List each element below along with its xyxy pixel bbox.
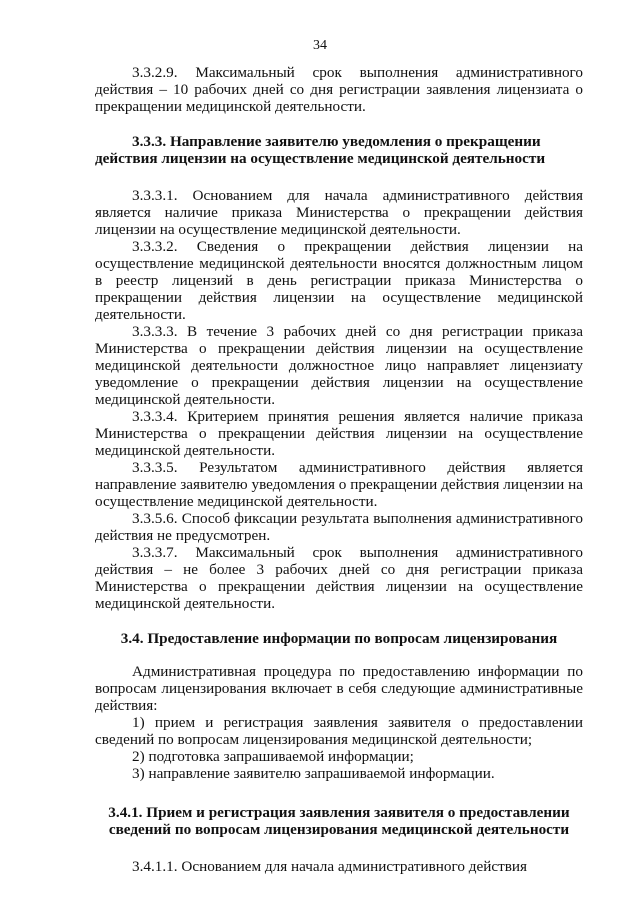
paragraph-3-4-1-1: 3.4.1.1. Основанием для начала административного действия [132, 858, 528, 875]
paragraph-3-4-intro: Административная процедура по предоставлению информации по вопросам лицензирования включает в себя следующие административные действия: [95, 663, 583, 714]
paragraph-3-3-2-9: 3.3.2.9. Максимальный срок выполнения административного действия – 10 рабочих дней со дня регистрации заявления лицензиата о прекращении медицинской деятельности. [95, 64, 583, 115]
list-item-2: 2) подготовка запрашиваемой информации; [132, 748, 414, 765]
paragraph-3-3-3-1: 3.3.3.1. Основанием для начала административного действия является наличие приказа Министерства о прекращении действия лицензии на осуществление медицинской деятельности. [95, 187, 583, 238]
heading-3-4: 3.4. Предоставление информации по вопросам лицензирования [120, 630, 558, 647]
list-item-1: 1) прием и регистрация заявления заявителя о предоставлении сведений по вопросам лицензирования медицинской деятельности; [95, 714, 583, 748]
heading-3-4-1: 3.4.1. Прием и регистрация заявления заявителя о предоставлении сведений по вопросам лицензирования медицинской деятельности [108, 804, 570, 838]
paragraph-3-3-3-3: 3.3.3.3. В течение 3 рабочих дней со дня регистрации приказа Министерства о прекращении действия лицензии на осуществление медицинской деятельности должностное лицо направляет лицензиату уведомление о прекращении действия лицензии на осуществление медицинской деятельности. [95, 323, 583, 408]
paragraph-3-3-3-4: 3.3.3.4. Критерием принятия решения является наличие приказа Министерства о прекращении действия лицензии на осуществление медицинской деятельности. [95, 408, 583, 459]
heading-3-3-3: 3.3.3. Направление заявителю уведомления о прекращении действия лицензии на осуществление медицинской деятельности [95, 133, 546, 167]
document-body [95, 64, 583, 875]
paragraph-3-3-3-2: 3.3.3.2. Сведения о прекращении действия лицензии на осуществление медицинской деятельности вносятся должностным лицом в реестр лицензий в день регистрации приказа Министерства о прекращении действия лицензии на осуществление медицинской деятельности. [95, 238, 583, 323]
paragraph-3-3-3-5: 3.3.3.5. Результатом административного действия является направление заявителю уведомления о прекращении действия лицензии на осуществление медицинской деятельности. [95, 459, 583, 510]
paragraph-3-3-3-7: 3.3.3.7. Максимальный срок выполнения административного действия – не более 3 рабочих дней со дня регистрации приказа Министерства о прекращении действия лицензии на осуществление медицинской деятельности. [95, 544, 583, 612]
paragraph-3-3-5-6: 3.3.5.6. Способ фиксации результата выполнения административного действия не предусмотрен. [95, 510, 583, 544]
page-number: 34 [313, 38, 327, 53]
list-item-3: 3) направление заявителю запрашиваемой информации. [132, 765, 495, 782]
